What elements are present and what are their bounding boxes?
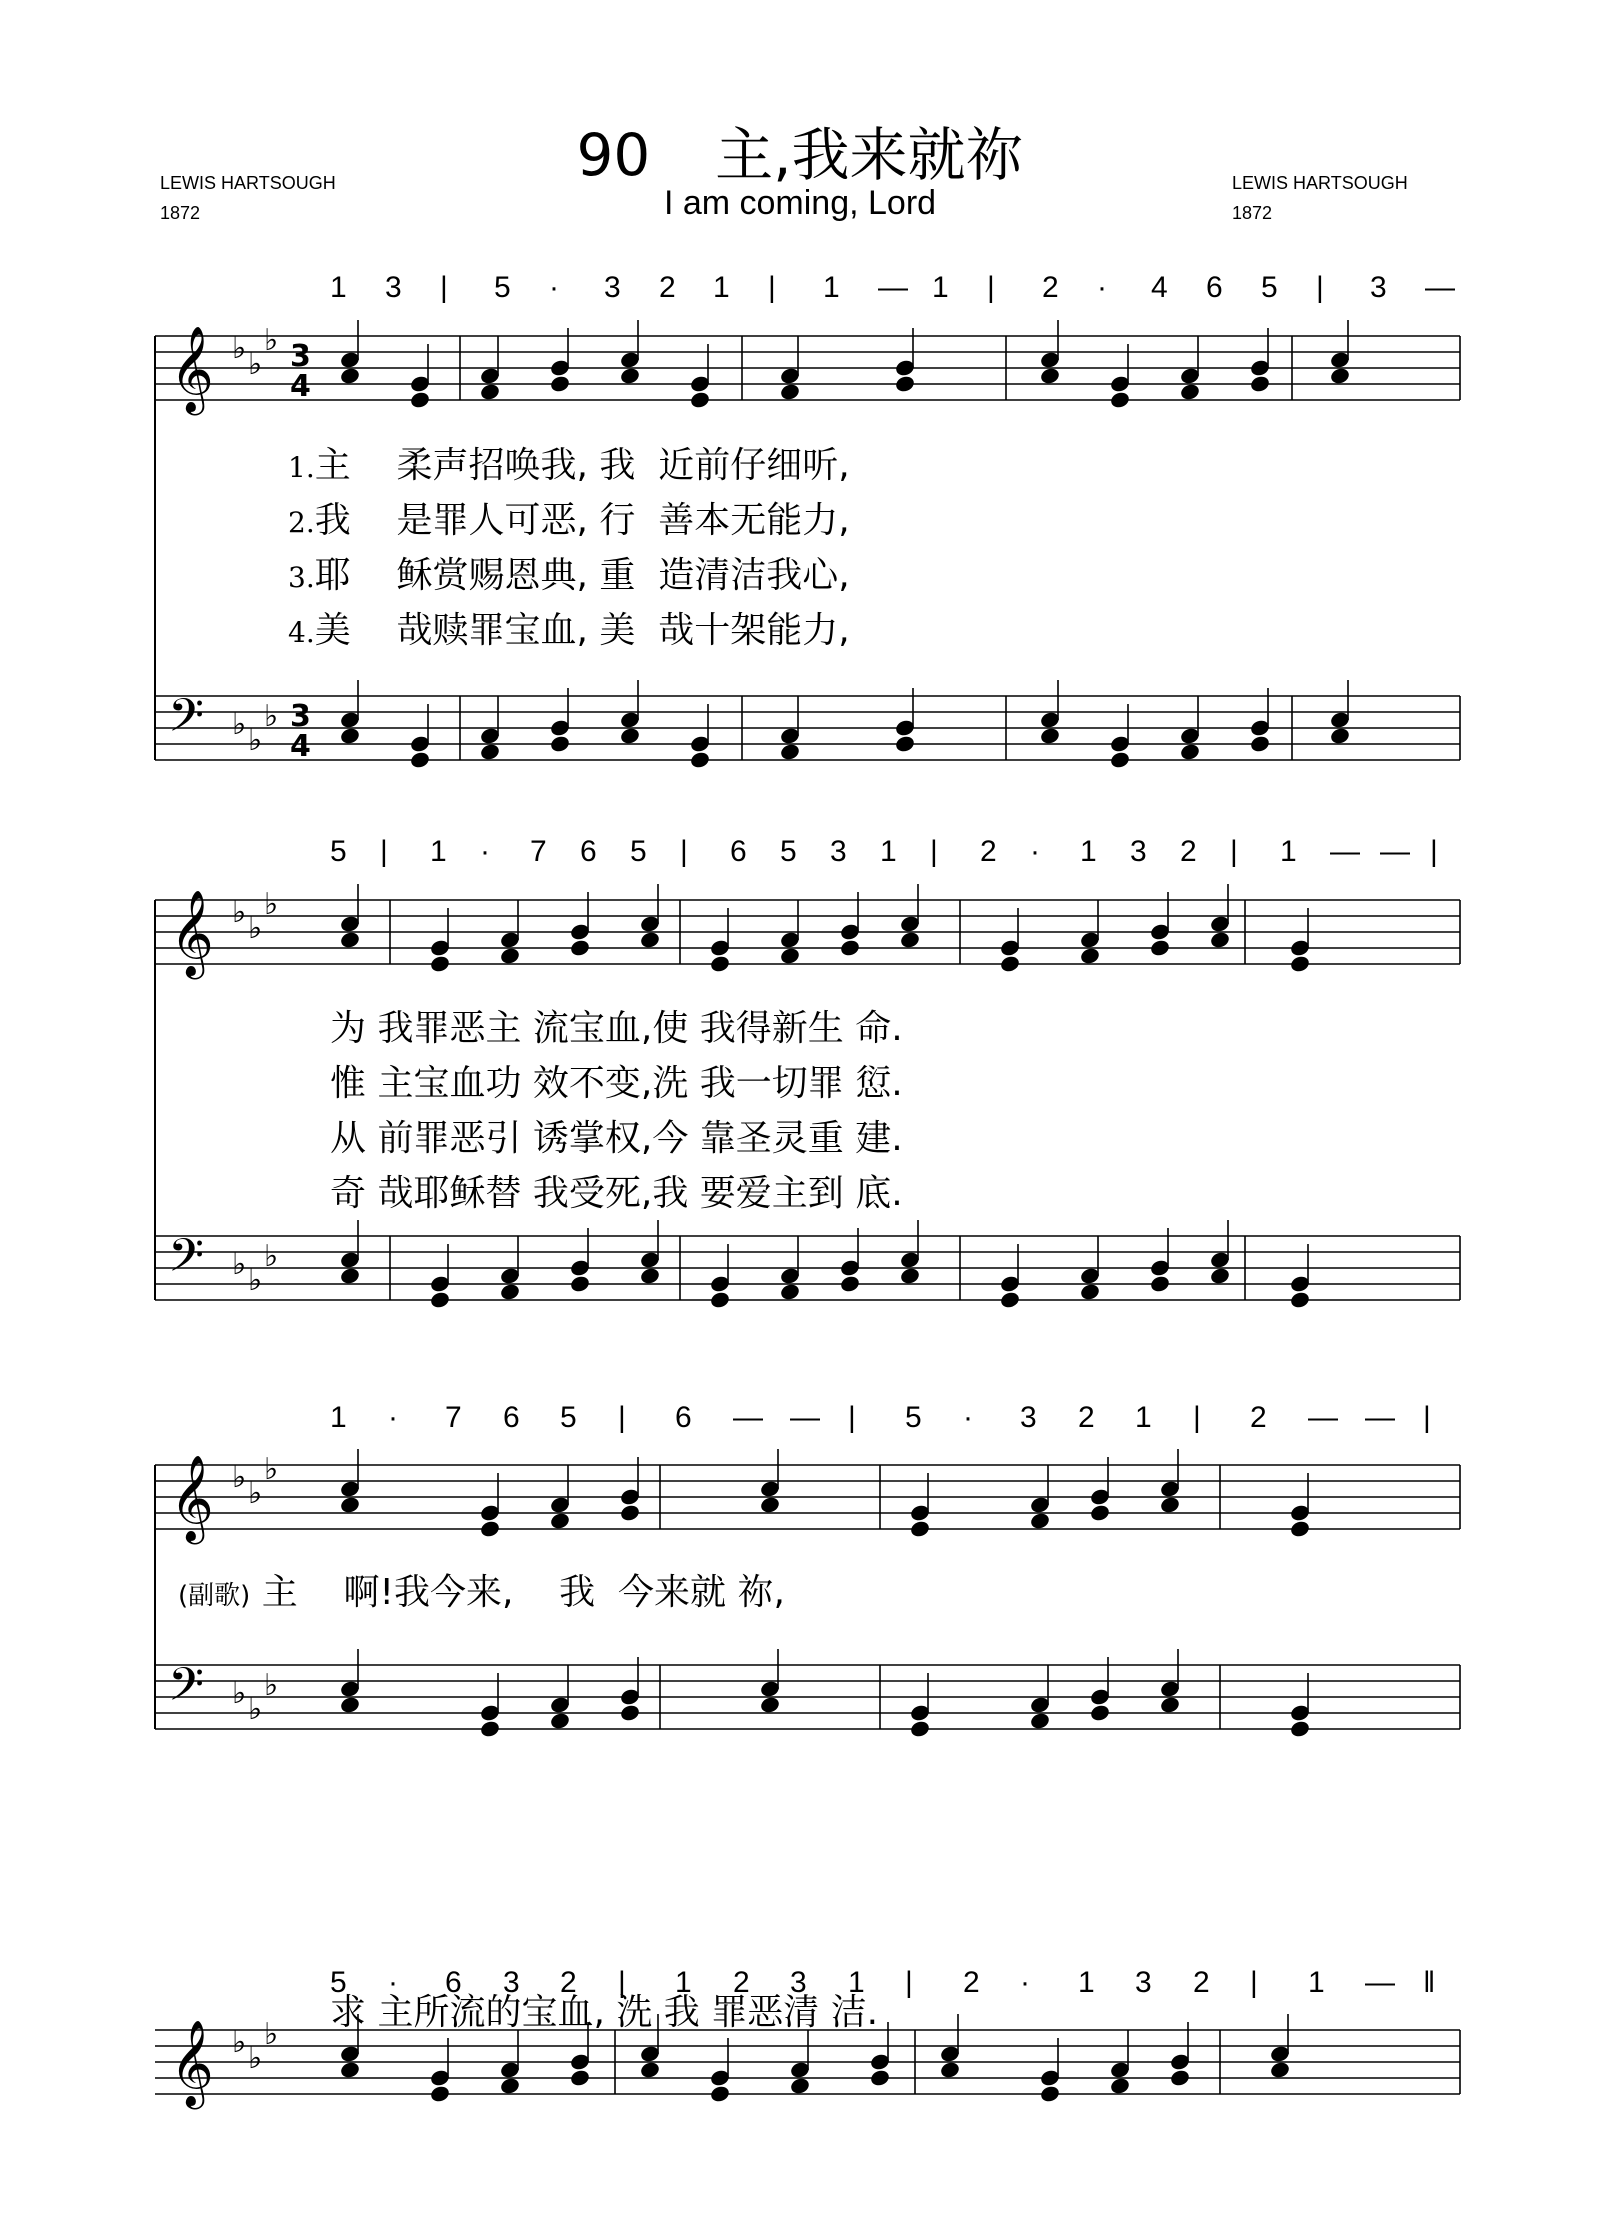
verse-number: 2. (288, 506, 315, 539)
bass-notehead (1079, 1282, 1101, 1301)
bass-notehead (1289, 1719, 1311, 1738)
bass-clef-icon: 𝄢 (168, 1658, 205, 1723)
treble-notehead (619, 366, 641, 385)
jianpu-note: · (388, 1966, 398, 1999)
lyrics-verse-4-line-1 (288, 606, 850, 658)
treble-notehead (1289, 1519, 1311, 1538)
lyric-text: 耶 稣赏赐恩典, 重 造清洁我心, (314, 555, 850, 596)
treble-notehead (499, 2076, 521, 2095)
jianpu-note: 7 (530, 835, 547, 868)
treble-notehead (499, 946, 521, 965)
jianpu-note: 2 (1078, 1401, 1095, 1434)
bass-notehead (779, 1282, 801, 1301)
lyric-text: 我 是罪人可恶, 行 善本无能力, (314, 500, 850, 541)
jianpu-note: 5 (330, 835, 347, 868)
flat-icon: ♭ (232, 331, 247, 366)
flat-icon: ♭ (232, 1247, 247, 1282)
flat-icon: ♭ (232, 707, 247, 742)
bass-notehead (689, 750, 711, 769)
treble-notehead (549, 374, 571, 393)
bass-notehead (409, 750, 431, 769)
jianpu-note: · (388, 1401, 398, 1434)
jianpu-barline: | (768, 271, 776, 304)
credit-right-composer: LEWIS HARTSOUGH (1232, 173, 1408, 193)
jianpu-note: 1 (1135, 1401, 1152, 1434)
bass-notehead (894, 734, 916, 753)
flat-icon: ♭ (264, 1452, 279, 1487)
jianpu-note: 6 (675, 1401, 692, 1434)
jianpu-note: 3 (1135, 1966, 1152, 1999)
treble-notehead (339, 2060, 361, 2079)
flat-icon: ♭ (248, 347, 263, 382)
treble-notehead (1159, 1495, 1181, 1514)
bass-notehead (899, 1266, 921, 1285)
treble-notehead (909, 1519, 931, 1538)
jianpu-system-2 (330, 832, 1480, 872)
jianpu-barline: | (1230, 835, 1238, 868)
bass-notehead (709, 1290, 731, 1309)
treble-clef-icon: 𝄞 (170, 890, 214, 976)
jianpu-note: 1 (675, 1966, 692, 1999)
hymn-title-en: I am coming, Lord (663, 184, 937, 222)
jianpu-note: 7 (445, 1401, 462, 1434)
lyric-text: 主 啊!我今来, 我 今来就 祢, (261, 1572, 785, 1613)
treble-notehead (1179, 382, 1201, 401)
lyrics-verse-2-line-2: 惟 主宝血功 效不变,洗 我一切罪 愆. (330, 1063, 903, 1104)
jianpu-note: 1 (880, 835, 897, 868)
jianpu-note: — (1330, 835, 1360, 868)
bass-notehead (339, 1266, 361, 1285)
treble-notehead (339, 366, 361, 385)
credit-left (160, 168, 336, 228)
jianpu-note: — (1365, 1401, 1395, 1434)
jianpu-note: 2 (1250, 1401, 1267, 1434)
treble-notehead (779, 382, 801, 401)
time-signature-top: 3 (290, 339, 311, 374)
jianpu-note: — (878, 271, 908, 304)
treble-notehead (789, 2076, 811, 2095)
treble-notehead (709, 2084, 731, 2103)
jianpu-note: 1 (823, 271, 840, 304)
jianpu-note: 2 (733, 1966, 750, 1999)
jianpu-note: 6 (503, 1401, 520, 1434)
jianpu-barline: | (905, 1966, 913, 1999)
jianpu-note: 2 (659, 271, 676, 304)
treble-notehead (1089, 1503, 1111, 1522)
lyric-text: 主 柔声招唤我, 我 近前仔细听, (314, 445, 850, 486)
bass-notehead (619, 1703, 641, 1722)
time-signature-bottom: 4 (290, 369, 311, 404)
jianpu-system-1 (330, 268, 1480, 308)
lyrics-verse-1-line-1 (288, 441, 850, 493)
jianpu-note: 1 (430, 835, 447, 868)
bass-notehead (1089, 1703, 1111, 1722)
hymn-number: 90 (576, 121, 651, 189)
refrain-line-1 (178, 1568, 785, 1621)
jianpu-note: 3 (1370, 271, 1387, 304)
flat-icon: ♭ (264, 2017, 279, 2052)
bass-notehead (1329, 726, 1351, 745)
jianpu-note: · (549, 271, 559, 304)
jianpu-barline: | (380, 835, 388, 868)
treble-clef-icon: 𝄞 (170, 2020, 214, 2106)
treble-notehead (1209, 930, 1231, 949)
treble-notehead (569, 938, 591, 957)
jianpu-note: · (963, 1401, 973, 1434)
treble-notehead (549, 1511, 571, 1530)
jianpu-barline: | (1423, 1401, 1431, 1434)
treble-notehead (839, 938, 861, 957)
jianpu-note: 3 (1020, 1401, 1037, 1434)
jianpu-note: 1 (1078, 1966, 1095, 1999)
lyrics-verse-2-line-1 (288, 496, 850, 548)
treble-notehead (709, 954, 731, 973)
jianpu-note: — (1308, 1401, 1338, 1434)
treble-clef-icon: 𝄞 (170, 1455, 214, 1541)
treble-notehead (619, 1503, 641, 1522)
jianpu-note: · (1030, 835, 1040, 868)
flat-icon: ♭ (248, 2041, 263, 2076)
treble-notehead (409, 390, 431, 409)
flat-icon: ♭ (264, 323, 279, 358)
treble-notehead (1169, 2068, 1191, 2087)
jianpu-note: — (1365, 1966, 1395, 1999)
credit-left-year: 1872 (160, 203, 201, 223)
jianpu-note: 1 (330, 271, 347, 304)
jianpu-note: 2 (560, 1966, 577, 1999)
jianpu-note: — (733, 1401, 763, 1434)
treble-notehead (1079, 946, 1101, 965)
treble-notehead (1039, 2084, 1061, 2103)
refrain-tag: (副歌) (178, 1581, 251, 1611)
jianpu-note: — (1425, 271, 1455, 304)
lyrics-verse-3-line-1 (288, 551, 850, 603)
bass-notehead (1289, 1290, 1311, 1309)
jianpu-note: 1 (848, 1966, 865, 1999)
bass-notehead (1149, 1274, 1171, 1293)
verse-number: 1. (288, 451, 315, 484)
bass-notehead (639, 1266, 661, 1285)
time-signature-top: 3 (290, 699, 311, 734)
jianpu-note: 1 (1080, 835, 1097, 868)
jianpu-barline: | (1193, 1401, 1201, 1434)
treble-notehead (1109, 2076, 1131, 2095)
bass-notehead (1029, 1711, 1051, 1730)
jianpu-note: 2 (963, 1966, 980, 1999)
treble-notehead (779, 946, 801, 965)
lyrics-verse-4-line-2: 奇 哉耶稣替 我受死,我 要爱主到 底. (330, 1173, 903, 1214)
jianpu-barline: | (440, 271, 448, 304)
bass-notehead (339, 726, 361, 745)
treble-notehead (479, 1519, 501, 1538)
refrain-line-2: 求 主所流的宝血, 洗 我 罪恶清 洁. (330, 1992, 879, 2033)
jianpu-note: 6 (730, 835, 747, 868)
treble-notehead (1249, 374, 1271, 393)
jianpu-barline: | (1316, 271, 1324, 304)
jianpu-note: 2 (1042, 271, 1059, 304)
treble-clef-icon: 𝄞 (170, 326, 214, 412)
jianpu-note: 1 (713, 271, 730, 304)
jianpu-barline: ‖ (1423, 1966, 1436, 1999)
jianpu-note: 5 (630, 835, 647, 868)
bass-notehead (1249, 734, 1271, 753)
jianpu-note: 5 (494, 271, 511, 304)
jianpu-note: 6 (1206, 271, 1223, 304)
flat-icon: ♭ (264, 1239, 279, 1274)
jianpu-note: 5 (330, 1966, 347, 1999)
jianpu-barline: | (1250, 1966, 1258, 1999)
treble-notehead (1039, 366, 1061, 385)
treble-notehead (1109, 390, 1131, 409)
treble-notehead (429, 2084, 451, 2103)
jianpu-barline: | (1430, 835, 1438, 868)
jianpu-note: 5 (780, 835, 797, 868)
jianpu-note: 2 (980, 835, 997, 868)
jianpu-note: 2 (1180, 835, 1197, 868)
jianpu-note: 6 (580, 835, 597, 868)
bass-notehead (999, 1290, 1021, 1309)
treble-notehead (759, 1495, 781, 1514)
treble-notehead (479, 382, 501, 401)
bass-notehead (1109, 750, 1131, 769)
jianpu-barline: | (618, 1401, 626, 1434)
bass-notehead (909, 1719, 931, 1738)
staff-system-4 (0, 2010, 1600, 2230)
flat-icon: ♭ (264, 1668, 279, 1703)
jianpu-note: 5 (1261, 271, 1278, 304)
treble-notehead (1289, 954, 1311, 973)
jianpu-barline: | (680, 835, 688, 868)
verse-number: 4. (288, 616, 315, 649)
bass-notehead (1159, 1695, 1181, 1714)
lyrics-verse-1-line-2: 为 我罪恶主 流宝血,使 我得新生 命. (330, 1008, 903, 1049)
treble-notehead (999, 954, 1021, 973)
flat-icon: ♭ (264, 699, 279, 734)
jianpu-barline: | (618, 1966, 626, 1999)
bass-clef-icon: 𝄢 (168, 1229, 205, 1294)
treble-notehead (569, 2068, 591, 2087)
jianpu-barline: | (930, 835, 938, 868)
jianpu-note: · (1020, 1966, 1030, 1999)
bass-notehead (499, 1282, 521, 1301)
flat-icon: ♭ (264, 887, 279, 922)
flat-icon: ♭ (248, 1692, 263, 1727)
bass-notehead (479, 742, 501, 761)
flat-icon: ♭ (232, 1676, 247, 1711)
treble-notehead (869, 2068, 891, 2087)
jianpu-note: 5 (905, 1401, 922, 1434)
verse-number: 3. (288, 561, 315, 594)
jianpu-note: — (1380, 835, 1410, 868)
jianpu-note: · (1097, 271, 1107, 304)
flat-icon: ♭ (248, 911, 263, 946)
credit-right (1232, 168, 1408, 228)
bass-clef-icon: 𝄢 (168, 689, 205, 754)
treble-notehead (689, 390, 711, 409)
jianpu-barline: | (848, 1401, 856, 1434)
bass-notehead (429, 1290, 451, 1309)
flat-icon: ♭ (248, 1263, 263, 1298)
jianpu-note: 3 (830, 835, 847, 868)
bass-notehead (779, 742, 801, 761)
bass-notehead (339, 1695, 361, 1714)
jianpu-note: 3 (503, 1966, 520, 1999)
bass-notehead (569, 1274, 591, 1293)
bass-notehead (549, 734, 571, 753)
jianpu-note: 3 (385, 271, 402, 304)
bass-notehead (549, 1711, 571, 1730)
treble-notehead (1149, 938, 1171, 957)
treble-notehead (899, 930, 921, 949)
jianpu-note: 6 (445, 1966, 462, 1999)
treble-notehead (639, 930, 661, 949)
bass-notehead (619, 726, 641, 745)
flat-icon: ♭ (248, 723, 263, 758)
jianpu-system-3 (330, 1398, 1480, 1438)
jianpu-note: 1 (330, 1401, 347, 1434)
bass-notehead (1039, 726, 1061, 745)
bass-notehead (1209, 1266, 1231, 1285)
treble-notehead (1029, 1511, 1051, 1530)
flat-icon: ♭ (232, 895, 247, 930)
bass-notehead (759, 1695, 781, 1714)
hymn-title-zh: 主,我来就祢 (715, 121, 1024, 189)
treble-notehead (1329, 366, 1351, 385)
jianpu-note: 1 (932, 271, 949, 304)
bass-notehead (479, 1719, 501, 1738)
jianpu-note: · (480, 835, 490, 868)
jianpu-note: 4 (1151, 271, 1168, 304)
treble-notehead (894, 374, 916, 393)
lyrics-verse-3-line-2: 从 前罪恶引 诱掌权,今 靠圣灵重 建. (330, 1118, 903, 1159)
treble-notehead (639, 2060, 661, 2079)
lyric-text: 美 哉赎罪宝血, 美 哉十架能力, (314, 610, 850, 651)
treble-notehead (339, 1495, 361, 1514)
jianpu-note: 1 (1308, 1966, 1325, 1999)
credit-left-author: LEWIS HARTSOUGH (160, 173, 336, 193)
flat-icon: ♭ (248, 1476, 263, 1511)
treble-notehead (1269, 2060, 1291, 2079)
time-signature-bottom: 4 (290, 729, 311, 764)
credit-right-year: 1872 (1232, 203, 1273, 223)
flat-icon: ♭ (232, 1460, 247, 1495)
jianpu-barline: | (987, 271, 995, 304)
bass-notehead (839, 1274, 861, 1293)
jianpu-note: 3 (1130, 835, 1147, 868)
treble-notehead (339, 930, 361, 949)
jianpu-note: 2 (1193, 1966, 1210, 1999)
flat-icon: ♭ (232, 2025, 247, 2060)
jianpu-note: — (790, 1401, 820, 1434)
treble-notehead (939, 2060, 961, 2079)
jianpu-note: 5 (560, 1401, 577, 1434)
jianpu-note: 3 (790, 1966, 807, 1999)
jianpu-note: 3 (604, 271, 621, 304)
jianpu-note: 1 (1280, 835, 1297, 868)
bass-notehead (1179, 742, 1201, 761)
treble-notehead (429, 954, 451, 973)
